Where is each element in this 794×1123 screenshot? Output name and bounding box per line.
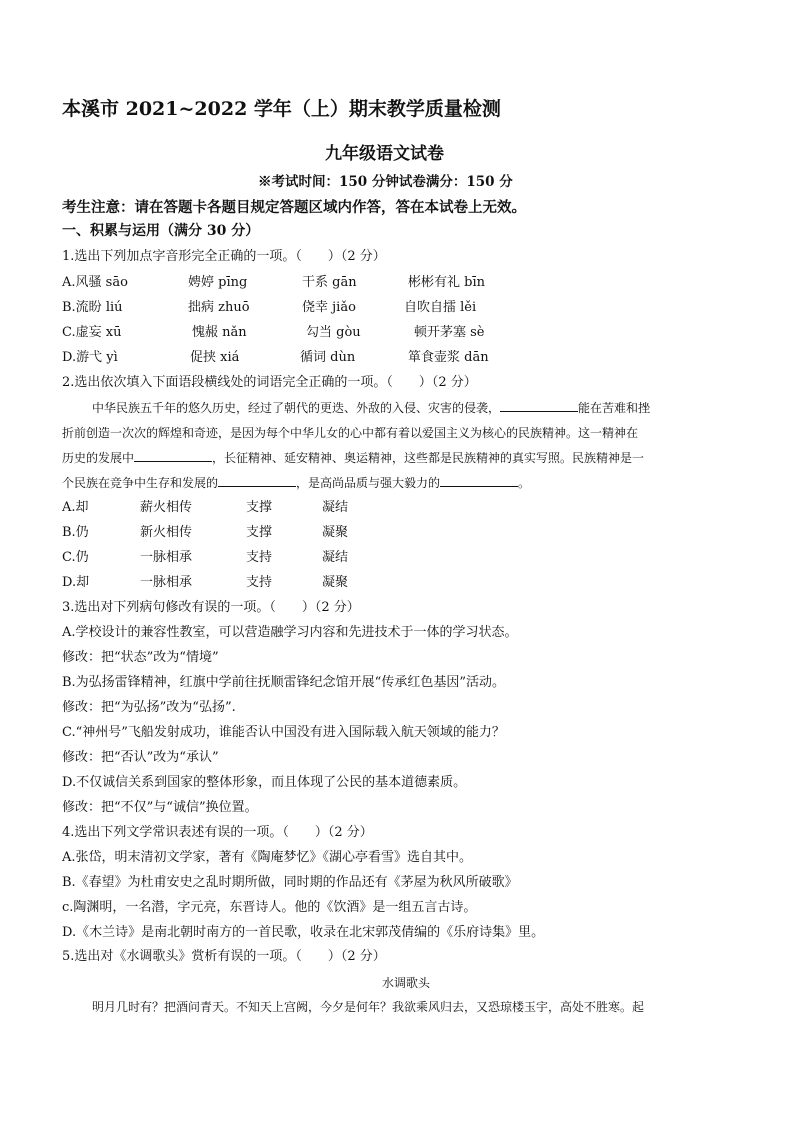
option-cell: 箪食壶浆 dān	[408, 350, 489, 365]
passage-text: 个民族在竞争中生存和发展的	[62, 476, 219, 490]
question-3-line: B.为弘扬雷锋精神，红旗中学前往抚顺雷锋纪念馆开展“传承红色基因”活动。	[62, 675, 505, 690]
poem-title: 水调歌头	[382, 976, 431, 990]
option-cell: 勾当 gòu	[306, 325, 361, 340]
question-5-stem: 5.选出对《水调歌头》赏析有误的一项。（ ）（2 分）	[62, 949, 386, 964]
option-cell: 凝结	[322, 550, 349, 565]
fill-blank	[440, 474, 518, 487]
fill-blank	[134, 449, 212, 462]
option-cell: 拙病 zhuō	[188, 300, 250, 315]
fill-blank	[218, 474, 296, 487]
passage-text: 历史的发展中	[62, 451, 135, 465]
option-cell: 娉婷 pīng	[188, 275, 248, 290]
option-cell: 循词 dùn	[300, 350, 356, 365]
option-cell: 薪火相传	[140, 500, 193, 515]
option-cell: 一脉相承	[140, 575, 193, 590]
section-title: 一、积累与运用（满分 30 分）	[62, 223, 260, 239]
option-cell: 支撑	[246, 525, 273, 540]
option-cell: 愧赧 nǎn	[192, 325, 247, 340]
option-cell: B.流盼 liú	[62, 300, 123, 315]
question-2-stem: 2.选出依次填入下面语段横线处的词语完全正确的一项。（ ）（2 分）	[62, 375, 477, 390]
question-3-line: D.不仅诚信关系到国家的整体形象，而且体现了公民的基本道德素质。	[62, 775, 467, 790]
option-cell: 干系 gān	[302, 275, 357, 290]
option-cell: 顿开茅塞 sè	[414, 325, 485, 340]
option-cell: 凝聚	[322, 525, 349, 540]
option-cell: 彬彬有礼 bīn	[408, 275, 485, 290]
question-3-line: 修改：把“为弘扬”改为“弘扬”.	[62, 700, 236, 715]
option-cell: 支持	[246, 575, 273, 590]
option-cell: 一脉相承	[140, 550, 193, 565]
option-cell: A.风骚 sāo	[62, 275, 128, 290]
question-4-line: c.陶渊明，一名潜，字元亮，东晋诗人。他的《饮酒》是一组五言古诗。	[62, 900, 477, 915]
option-cell: 促挟 xiá	[190, 350, 240, 365]
option-cell: A.却	[62, 500, 89, 515]
question-3-line: 修改：把“否认”改为“承认”	[62, 750, 219, 765]
passage-text: ，是高尚品质与强大毅力的	[296, 476, 441, 490]
exam-title: 本溪市 2021~2022 学年（上）期末教学质量检测	[62, 98, 501, 120]
passage-text: 中华民族五千年的悠久历史，经过了朝代的更迭、外敌的入侵、灾害的侵袭，	[92, 401, 501, 415]
question-4-line: D.《木兰诗》是南北朝时南方的一首民歌，收录在北宋郭茂倩编的《乐府诗集》里。	[62, 925, 545, 940]
question-3-line: 修改：把“不仅”与“诚信”换位置。	[62, 800, 258, 815]
question-3-stem: 3.选出对下列病句修改有误的一项。（ ）（2 分）	[62, 600, 360, 615]
passage-text: ，长征精神、延安精神、奥运精神，这些都是民族精神的真实写照。民族精神是一	[212, 451, 645, 465]
option-cell: 新火相传	[140, 525, 193, 540]
question-1-stem: 1.选出下列加点字音形完全正确的一项。（ ）（2 分）	[62, 249, 386, 264]
option-cell: D.却	[62, 575, 90, 590]
passage-text: 。	[518, 476, 531, 490]
exam-notice: 考生注意：请在答题卡各题目规定答题区域内作答，答在本试卷上无效。	[62, 199, 526, 216]
option-cell: 自吹自擂 lěi	[404, 300, 477, 315]
exam-info: ※考试时间：150 分钟试卷满分：150 分	[258, 174, 513, 190]
question-3-line: C.“神州号”飞船发射成功，谁能否认中国没有进入国际载入航天领域的能力？	[62, 725, 505, 740]
option-cell: D.游弋 yì	[62, 350, 118, 365]
option-cell: 凝结	[322, 500, 349, 515]
question-4-line: A.张岱，明末清初文学家，著有《陶庵梦忆》《湖心亭看雪》选自其中。	[62, 850, 473, 865]
option-cell: 支持	[246, 550, 273, 565]
option-cell: C.仍	[62, 550, 89, 565]
option-cell: 支撑	[246, 500, 273, 515]
exam-subtitle: 九年级语文试卷	[325, 144, 444, 164]
passage-text: 折前创造一次次的辉煌和奇迹，是因为每个中华儿女的心中都有着以爱国主义为核心的民族精神。这一精神在	[62, 426, 639, 440]
option-cell: 凝聚	[322, 575, 349, 590]
fill-blank	[500, 399, 578, 412]
option-cell: C.虚妄 xū	[62, 325, 122, 340]
question-4-line: B.《春望》为杜甫安史之乱时期所做，同时期的作品还有《茅屋为秋风所破歌》	[62, 875, 518, 890]
option-cell: B.仍	[62, 525, 89, 540]
question-4-stem: 4.选出下列文学常识表述有误的一项。（ ）（2 分）	[62, 825, 373, 840]
passage-text: 能在苦难和挫	[578, 401, 651, 415]
question-3-line: A.学校设计的兼容性教室，可以营造融学习内容和先进技术于一体的学习状态。	[62, 625, 518, 640]
poem-text: 明月几时有？把酒问青天。不知天上宫阙，今夕是何年？我欲乘风归去，又恐琼楼玉宇，高处不胜寒。起	[92, 1000, 645, 1014]
question-3-line: 修改：把“状态”改为“情境”	[62, 650, 219, 665]
option-cell: 侥幸 jiǎo	[302, 300, 356, 315]
